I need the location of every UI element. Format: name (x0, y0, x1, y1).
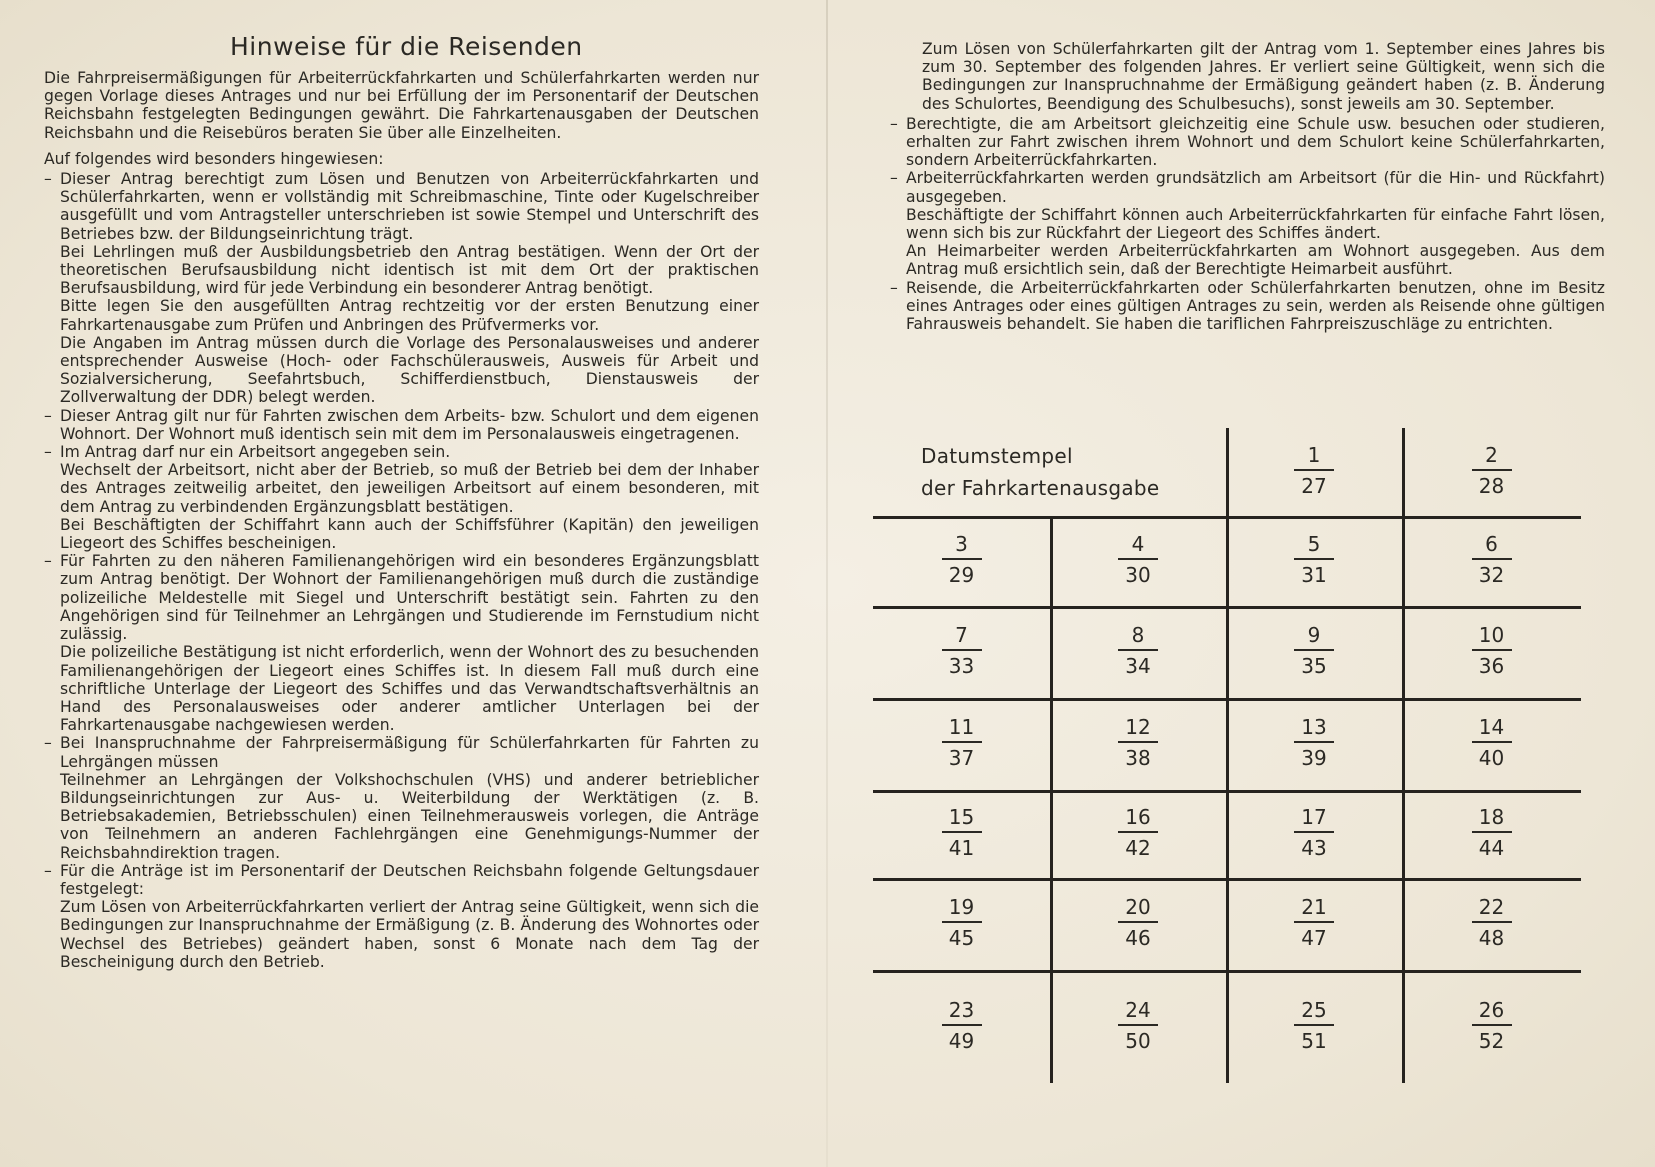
item-paragraph: Die polizeiliche Bestätigung ist nicht erforderlich, wenn der Wohnort des zu besuchenden Familienangehörigen der Liegeort eines Schiffes ist. In diesem Fall muß durch eine schriftliche Unterlage der Liegeort des Schiffes und das Verwandtschaftsverhältnis an Hand des Personalausweises oder anderer amtlicher Unterlagen bei der Fahrkartenausgabe nachgewiesen werden. (60, 643, 759, 735)
cell-bottom-number: 40 (1478, 746, 1505, 770)
item-paragraph: Dieser Antrag berechtigt zum Lösen und Benutzen von Arbeiterrückfahrkarten und Schülerfahrkarten, wenn er vollständig mit Schreibmaschine, Tinte oder Kugelschreiber ausgefüllt und vom Antragsteller unterschrieben ist sowie Stempel und Unterschrift des Betriebes bzw. der Bildungseinrichtung trägt. (60, 170, 759, 243)
cell-bottom-number: 44 (1478, 836, 1505, 860)
item-paragraph: Zum Lösen von Arbeiterrückfahrkarten verliert der Antrag seine Gültigkeit, wenn sich die Bedingungen zur Inanspruchnahme der Ermäßigung (z. B. Änderung des Wohnortes oder Wechsel des Betriebes) geändert haben, sonst 6 Monate nach dem Tag der Bescheinigung durch den Betrieb. (60, 898, 759, 971)
continuation-paragraph: Zum Lösen von Schülerfahrkarten gilt der Antrag vom 1. September eines Jahres bis zum 30. September des folgenden Jahres. Er verliert seine Gültigkeit, wenn sich die Bedingungen zur Inanspruchnahme der Ermäßigung geändert haben (z. B. Änderung des Schulortes, Beendigung des Schulbesuchs), sonst jeweils am 30. September. (922, 40, 1605, 113)
bullet-item (890, 169, 1605, 278)
stamp-cell-number (1108, 531, 1168, 588)
stamp-cell-number (1462, 714, 1522, 771)
cell-bottom-number: 35 (1301, 654, 1327, 678)
stamp-cell-number (1462, 804, 1522, 861)
stamp-cell-number (1284, 714, 1344, 771)
cell-bottom-number: 37 (948, 746, 975, 770)
fraction-bar (1294, 741, 1334, 743)
fraction-bar (1294, 921, 1334, 923)
stamp-cell-number (932, 714, 992, 771)
stamp-cell-number (1462, 531, 1522, 588)
item-paragraph: Arbeiterrückfahrkarten werden grundsätzlich am Arbeitsort (für die Hin- und Rückfahrt) ausgegeben. (906, 169, 1605, 206)
dash-marker: – (890, 169, 898, 188)
fraction-bar (942, 1024, 982, 1026)
cell-bottom-number: 49 (948, 1028, 975, 1053)
cell-top-number: 21 (1301, 895, 1327, 919)
grid-col-line (1226, 428, 1229, 1083)
cell-top-number: 6 (1485, 532, 1498, 556)
stamp-cell-number (1462, 894, 1522, 951)
item-paragraph: Bei Lehrlingen muß der Ausbildungsbetrieb den Antrag bestätigen. Wenn der Ort der theoretischen Berufsausbildung nicht identisch ist mit dem Ort der praktischen Berufsausbildung, wird für jede Verbindung ein besonderer Antrag benötigt. (60, 242, 759, 298)
item-paragraph: Im Antrag darf nur ein Arbeitsort angegeben sein. (60, 443, 451, 462)
stamp-cell-number (932, 894, 992, 951)
cell-bottom-number: 36 (1478, 654, 1505, 678)
grid-col-line (1050, 516, 1053, 1083)
stamp-cell-number (1108, 997, 1168, 1054)
cell-bottom-number: 28 (1478, 474, 1505, 498)
fraction-bar (1472, 921, 1512, 923)
item-paragraph: Wechselt der Arbeitsort, nicht aber der Betrieb, so muß der Betrieb bei dem der Inhaber des Antrages zeitweilig arbeitet, den jeweiligen Arbeitsort auf einem besonderen, mit dem Antrag zu verbindenden Ergänzungsblatt bestätigen. (60, 461, 759, 516)
stamp-label-line1: Datumstempel (921, 444, 1073, 468)
dash-marker: – (44, 552, 52, 571)
item-paragraph: Für die Anträge ist im Personentarif der Deutschen Reichsbahn folgende Geltungsdauer festgelegt: (60, 861, 759, 898)
cell-bottom-number: 29 (948, 563, 975, 587)
cell-bottom-number: 27 (1301, 474, 1327, 498)
item-paragraph: Berechtigte, die am Arbeitsort gleichzeitig eine Schule usw. besuchen oder studieren, erhalten zur Fahrt zwischen ihrem Wohnort und dem Schulort keine Schülerfahrkarten, sondern Arbeiterrückfahrkarten. (906, 114, 1605, 170)
right-items (890, 115, 1605, 333)
cell-bottom-number: 31 (1301, 563, 1327, 587)
cell-top-number: 25 (1301, 997, 1327, 1022)
stamp-cell-number (1284, 622, 1344, 679)
item-paragraph: Teilnehmer an Lehrgängen der Volkshochschulen (VHS) und anderer betrieblicher Bildungseinrichtungen zur Aus- u. Weiterbildung der Werktätigen (z. B. Betriebsakademien, Betriebsschulen) einen Teilnehmerausweis vorlegen, die Anträge von Teilnehmern an anderen Fachlehrgängen eine Genehmigungs-Nummer der Reichsbahndirektion tragen. (60, 770, 759, 862)
stamp-cell-number (932, 997, 992, 1054)
stamp-cell-number (1462, 442, 1522, 499)
cell-bottom-number: 34 (1125, 654, 1151, 678)
cell-top-number: 10 (1478, 623, 1505, 647)
left-items (44, 170, 759, 971)
stamp-cell-number (1284, 442, 1344, 499)
item-paragraph: Für Fahrten zu den näheren Familienangehörigen wird ein besonderes Ergänzungsblatt zum Antrag benötigt. Der Wohnort der Familienangehörigen muß durch die zuständige polizeiliche Meldestelle mit Siegel und Unterschrift bestätigt sein. Fahrten zu den Angehörigen sind für Teilnehmer an Lehrgängen und Studierende im Fernstudium nicht zulässig. (60, 552, 759, 644)
bullet-item (890, 279, 1605, 334)
right-column (890, 40, 1605, 333)
item-paragraph: Beschäftigte der Schiffahrt können auch Arbeiterrückfahrkarten für einfache Fahrt lösen, wenn sich bis zur Rückfahrt der Liegeort des Schiffes ändert. (906, 205, 1605, 243)
cell-top-number: 9 (1307, 623, 1321, 647)
cell-top-number: 19 (948, 895, 975, 919)
fraction-bar (1294, 469, 1334, 471)
stamp-cell-number (1108, 804, 1168, 861)
cell-top-number: 17 (1301, 805, 1327, 829)
bullet-item (44, 443, 759, 552)
bullet-item (44, 552, 759, 734)
cell-top-number: 14 (1478, 715, 1505, 739)
cell-top-number: 13 (1301, 715, 1327, 739)
fraction-bar (1118, 831, 1158, 833)
cell-bottom-number: 45 (948, 926, 975, 950)
dash-marker: – (44, 443, 52, 462)
grid-col-line (1402, 428, 1405, 1083)
dash-marker: – (44, 170, 52, 189)
fraction-bar (1118, 1024, 1158, 1026)
bullet-item (44, 407, 759, 443)
cell-bottom-number: 43 (1301, 836, 1327, 860)
bullet-item (890, 115, 1605, 170)
fraction-bar (942, 921, 982, 923)
bullet-item (44, 862, 759, 971)
fold-crease (826, 0, 828, 1167)
cell-bottom-number: 51 (1301, 1028, 1327, 1053)
fraction-bar (1118, 558, 1158, 560)
cell-top-number: 1 (1307, 443, 1321, 467)
fraction-bar (1294, 831, 1334, 833)
dash-marker: – (890, 114, 898, 133)
cell-top-number: 26 (1478, 997, 1505, 1022)
stamp-cell-number (1462, 622, 1522, 679)
fraction-bar (1472, 649, 1512, 651)
cell-bottom-number: 50 (1125, 1028, 1151, 1053)
cell-top-number: 12 (1125, 715, 1151, 739)
stamp-cell-number (932, 531, 992, 588)
cell-top-number: 22 (1478, 895, 1505, 919)
bullet-item (44, 734, 759, 861)
stamp-cell-number (1462, 997, 1522, 1054)
cell-top-number: 23 (948, 997, 975, 1022)
item-paragraph: Bitte legen Sie den ausgefüllten Antrag rechtzeitig vor der ersten Benutzung einer Fahrkartenausgabe zum Prüfen und Anbringen des Prüfvermerks vor. (60, 297, 759, 334)
cell-top-number: 2 (1485, 443, 1498, 467)
fraction-bar (1472, 469, 1512, 471)
item-paragraph: Bei Beschäftigten der Schiffahrt kann auch der Schiffsführer (Kapitän) den jeweiligen Liegeort des Schiffes bescheinigen. (60, 515, 759, 553)
fraction-bar (1294, 1024, 1334, 1026)
cell-bottom-number: 30 (1125, 563, 1151, 587)
stamp-cell-number (1284, 894, 1344, 951)
stamp-cell-number (1108, 622, 1168, 679)
dash-marker: – (890, 278, 898, 297)
cell-top-number: 11 (948, 715, 975, 739)
fraction-bar (1118, 649, 1158, 651)
fraction-bar (942, 831, 982, 833)
fraction-bar (942, 741, 982, 743)
fraction-bar (1472, 831, 1512, 833)
lead-paragraph: Auf folgendes wird besonders hingewiesen: (44, 149, 384, 168)
cell-top-number: 7 (955, 623, 968, 647)
cell-bottom-number: 42 (1125, 836, 1151, 860)
cell-bottom-number: 47 (1301, 926, 1327, 950)
cell-bottom-number: 39 (1301, 746, 1327, 770)
item-paragraph: Reisende, die Arbeiterrückfahrkarten oder Schülerfahrkarten benutzen, ohne im Besitz eines Antrages oder eines gültigen Antrages zu sein, werden als Reisende ohne gültigen Fahrausweis behandelt. Sie haben die tariflichen Fahrpreiszuschläge zu entrichten. (906, 278, 1605, 334)
cell-top-number: 4 (1131, 532, 1145, 556)
date-stamp-grid (873, 428, 1581, 1083)
fraction-bar (1118, 741, 1158, 743)
cell-top-number: 15 (948, 805, 975, 829)
fraction-bar (1118, 921, 1158, 923)
fraction-bar (1472, 1024, 1512, 1026)
dash-marker: – (44, 406, 52, 425)
item-paragraph: Die Angaben im Antrag müssen durch die Vorlage des Personalausweises und anderer entsprechender Ausweise (Hoch- oder Fachschülerausweis, Ausweis für Arbeit und Sozialversicherung, Seefahrtsbuch, Schifferdienstbuch, Dienstausweis der Zollverwaltung der DDR) belegt werden. (60, 333, 759, 407)
cell-bottom-number: 48 (1478, 926, 1505, 950)
fraction-bar (1294, 558, 1334, 560)
left-column (44, 32, 759, 971)
cell-bottom-number: 46 (1125, 926, 1151, 950)
stamp-cell-number (1108, 894, 1168, 951)
stamp-label (921, 440, 1160, 504)
item-paragraph: Bei Inanspruchnahme der Fahrpreisermäßigung für Schülerfahrkarten für Fahrten zu Lehrgängen müssen (60, 734, 759, 771)
fraction-bar (1472, 741, 1512, 743)
cell-bottom-number: 41 (948, 836, 975, 860)
stamp-cell-number (932, 804, 992, 861)
bullet-item (44, 170, 759, 407)
item-paragraph: An Heimarbeiter werden Arbeiterrückfahrkarten am Wohnort ausgegeben. Aus dem Antrag muß ersichtlich sein, daß der Berechtigte Heimarbeit ausführt. (906, 242, 1605, 279)
intro-paragraph: Die Fahrpreisermäßigungen für Arbeiterrückfahrkarten und Schülerfahrkarten werden nur gegen Vorlage dieses Antrages und nur bei Erfüllung der im Personentarif der Deutschen Reichsbahn festgelegten Bedingungen gewährt. Die Fahrkartenausgaben der Deutschen Reichsbahn und die Reisebüros beraten Sie über alle Einzelheiten. (44, 69, 759, 142)
fraction-bar (942, 649, 982, 651)
cell-top-number: 5 (1307, 532, 1321, 556)
stamp-cell-number (1284, 997, 1344, 1054)
fraction-bar (1472, 558, 1512, 560)
fraction-bar (942, 558, 982, 560)
stamp-cell-number (1108, 714, 1168, 771)
stamp-label-line2: der Fahrkartenausgabe (921, 476, 1160, 500)
cell-bottom-number: 32 (1478, 563, 1505, 587)
cell-top-number: 18 (1478, 805, 1505, 829)
stamp-cell-number (932, 622, 992, 679)
dash-marker: – (44, 861, 52, 880)
cell-bottom-number: 38 (1125, 746, 1151, 770)
stamp-cell-number (1284, 804, 1344, 861)
cell-top-number: 3 (955, 532, 968, 556)
fraction-bar (1294, 649, 1334, 651)
stamp-cell-number (1284, 531, 1344, 588)
cell-bottom-number: 33 (948, 654, 975, 678)
page-title: Hinweise für die Reisenden (230, 32, 583, 61)
item-paragraph: Dieser Antrag gilt nur für Fahrten zwischen dem Arbeits- bzw. Schulort und dem eigenen Wohnort. Der Wohnort muß identisch sein mit dem im Personalausweis eingetragenen. (60, 406, 759, 443)
cell-top-number: 20 (1125, 895, 1151, 919)
cell-top-number: 24 (1125, 997, 1151, 1022)
cell-top-number: 8 (1131, 623, 1145, 647)
dash-marker: – (44, 734, 52, 753)
cell-top-number: 16 (1125, 805, 1151, 829)
cell-bottom-number: 52 (1478, 1028, 1505, 1053)
